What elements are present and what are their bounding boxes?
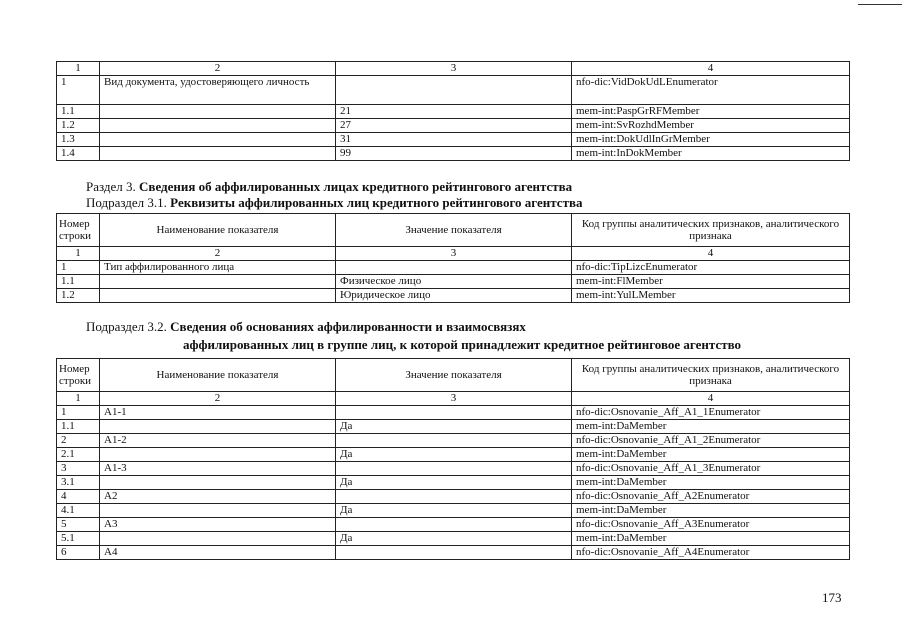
- table-row: [57, 261, 850, 275]
- indicator-code: nfo-dic:Osnovanie_Aff_A4Enumerator: [572, 546, 850, 560]
- subsection-3-1-prefix: Подраздел 3.1.: [86, 195, 167, 210]
- indicator-name: [100, 289, 336, 303]
- indicator-value: [336, 518, 572, 532]
- row-number: 1.1: [57, 105, 100, 119]
- indicator-value: Да: [336, 476, 572, 490]
- indicator-value: [336, 434, 572, 448]
- row-number: 1: [57, 76, 100, 105]
- column-number-3: 3: [336, 392, 572, 406]
- indicator-name: [100, 448, 336, 462]
- header-indicator-code: Код группы аналитических признаков, аналитического признака: [572, 214, 850, 247]
- header-row-number: Номер строки: [57, 359, 100, 392]
- indicator-code: mem-int:DokUdlInGrMember: [572, 133, 850, 147]
- indicator-name: А4: [100, 546, 336, 560]
- header-row-number: Номер строки: [57, 214, 100, 247]
- indicator-code: nfo-dic:Osnovanie_Aff_A1_1Enumerator: [572, 406, 850, 420]
- table-row: [57, 434, 850, 448]
- indicator-value: 99: [336, 147, 572, 161]
- table-row: [57, 518, 850, 532]
- indicator-value: Да: [336, 504, 572, 518]
- section-3-prefix: Раздел 3.: [86, 179, 136, 194]
- indicator-code: mem-int:DaMember: [572, 532, 850, 546]
- row-number: 4: [57, 490, 100, 504]
- column-number-2: 2: [100, 392, 336, 406]
- row-number: 2: [57, 434, 100, 448]
- indicator-name: А3: [100, 518, 336, 532]
- column-number-row: [57, 392, 850, 406]
- header-indicator-value: Значение показателя: [336, 359, 572, 392]
- row-number: 1.1: [57, 420, 100, 434]
- indicator-code: mem-int:DaMember: [572, 504, 850, 518]
- indicator-name: Тип аффилированного лица: [100, 261, 336, 275]
- column-number-3: 3: [336, 62, 572, 76]
- subsection-3-2-prefix: Подраздел 3.2.: [86, 319, 167, 334]
- row-number: 1: [57, 261, 100, 275]
- column-number-row: [57, 247, 850, 261]
- row-number: 1.2: [57, 119, 100, 133]
- row-number: 4.1: [57, 504, 100, 518]
- indicator-code: mem-int:DaMember: [572, 476, 850, 490]
- column-number-4: 4: [572, 392, 850, 406]
- indicator-code: mem-int:InDokMember: [572, 147, 850, 161]
- indicator-code: mem-int:YulLMember: [572, 289, 850, 303]
- indicator-value: 21: [336, 105, 572, 119]
- table-row: [57, 133, 850, 147]
- column-number-4: 4: [572, 247, 850, 261]
- indicator-name: [100, 504, 336, 518]
- indicator-name: [100, 147, 336, 161]
- indicator-value: Да: [336, 420, 572, 434]
- header-indicator-value: Значение показателя: [336, 214, 572, 247]
- header-indicator-name: Наименование показателя: [100, 214, 336, 247]
- indicator-name: [100, 532, 336, 546]
- indicator-value: [336, 546, 572, 560]
- indicator-code: nfo-dic:Osnovanie_Aff_A1_3Enumerator: [572, 462, 850, 476]
- indicator-name: А1-1: [100, 406, 336, 420]
- indicator-code: mem-int:PaspGrRFMember: [572, 105, 850, 119]
- row-number: 1.3: [57, 133, 100, 147]
- table-row: [57, 462, 850, 476]
- column-number-2: 2: [100, 62, 336, 76]
- column-number-3: 3: [336, 247, 572, 261]
- indicator-name: [100, 275, 336, 289]
- table-header-row: [57, 359, 850, 392]
- table-row: [57, 546, 850, 560]
- row-number: 3.1: [57, 476, 100, 490]
- indicator-name: [100, 133, 336, 147]
- subsection-3-1-heading: [86, 195, 582, 211]
- subsection-3-1-title: Реквизиты аффилированных лиц кредитного рейтингового агентства: [170, 195, 583, 210]
- indicator-value: Юридическое лицо: [336, 289, 572, 303]
- table-row: [57, 105, 850, 119]
- subsection-3-2-title-line-1: Сведения об основаниях аффилированности и взаимосвязях: [170, 319, 526, 334]
- table-row: [57, 289, 850, 303]
- top-rule: [858, 4, 902, 5]
- row-number: 6: [57, 546, 100, 560]
- table-header-row: [57, 214, 850, 247]
- indicator-name: А1-2: [100, 434, 336, 448]
- row-number: 1: [57, 406, 100, 420]
- indicator-name: Вид документа, удостоверяющего личность: [100, 76, 336, 105]
- indicator-code: mem-int:SvRozhdMember: [572, 119, 850, 133]
- indicator-name: [100, 105, 336, 119]
- table-row: [57, 275, 850, 289]
- indicator-value: 27: [336, 119, 572, 133]
- row-number: 5: [57, 518, 100, 532]
- section-3-heading: [86, 179, 572, 195]
- table-row: [57, 119, 850, 133]
- affiliation-grounds-table: [56, 358, 850, 560]
- indicator-code: mem-int:FlMember: [572, 275, 850, 289]
- row-number: 1.4: [57, 147, 100, 161]
- table-row: [57, 448, 850, 462]
- table-row: [57, 532, 850, 546]
- indicator-value: [336, 406, 572, 420]
- indicator-code: nfo-dic:VidDokUdLEnumerator: [572, 76, 850, 105]
- column-number-4: 4: [572, 62, 850, 76]
- row-number: 1.2: [57, 289, 100, 303]
- indicator-value: 31: [336, 133, 572, 147]
- indicator-name: [100, 420, 336, 434]
- column-number-row: [57, 62, 850, 76]
- document-type-table: [56, 61, 850, 161]
- indicator-code: nfo-dic:Osnovanie_Aff_A1_2Enumerator: [572, 434, 850, 448]
- column-number-2: 2: [100, 247, 336, 261]
- indicator-name: [100, 119, 336, 133]
- indicator-value: Да: [336, 448, 572, 462]
- table-row: [57, 420, 850, 434]
- indicator-code: mem-int:DaMember: [572, 420, 850, 434]
- table-row: [57, 476, 850, 490]
- page-number: 173: [822, 590, 842, 605]
- indicator-name: [100, 476, 336, 490]
- table-row: [57, 147, 850, 161]
- affiliate-details-table: [56, 213, 850, 303]
- table-row: [57, 406, 850, 420]
- indicator-value: Физическое лицо: [336, 275, 572, 289]
- column-number-1: 1: [57, 62, 100, 76]
- row-number: 1.1: [57, 275, 100, 289]
- indicator-value: [336, 490, 572, 504]
- indicator-code: nfo-dic:TipLizcEnumerator: [572, 261, 850, 275]
- indicator-code: mem-int:DaMember: [572, 448, 850, 462]
- subsection-3-2-title-line-2: аффилированных лиц в группе лиц, к которой принадлежит кредитное рейтинговое агентство: [183, 337, 742, 352]
- indicator-name: А1-3: [100, 462, 336, 476]
- indicator-code: nfo-dic:Osnovanie_Aff_A3Enumerator: [572, 518, 850, 532]
- column-number-1: 1: [57, 247, 100, 261]
- header-indicator-name: Наименование показателя: [100, 359, 336, 392]
- indicator-value: [336, 261, 572, 275]
- indicator-value: [336, 462, 572, 476]
- indicator-value: [336, 76, 572, 105]
- indicator-name: А2: [100, 490, 336, 504]
- column-number-1: 1: [57, 392, 100, 406]
- indicator-value: Да: [336, 532, 572, 546]
- header-indicator-code: Код группы аналитических признаков, аналитического признака: [572, 359, 850, 392]
- table-row: [57, 504, 850, 518]
- subsection-3-2-heading-continued: [183, 337, 741, 353]
- table-row: [57, 490, 850, 504]
- row-number: 2.1: [57, 448, 100, 462]
- section-3-title: Сведения об аффилированных лицах кредитного рейтингового агентства: [139, 179, 573, 194]
- table-row: [57, 76, 850, 105]
- row-number: 5.1: [57, 532, 100, 546]
- indicator-code: nfo-dic:Osnovanie_Aff_A2Enumerator: [572, 490, 850, 504]
- row-number: 3: [57, 462, 100, 476]
- subsection-3-2-heading: [86, 319, 526, 335]
